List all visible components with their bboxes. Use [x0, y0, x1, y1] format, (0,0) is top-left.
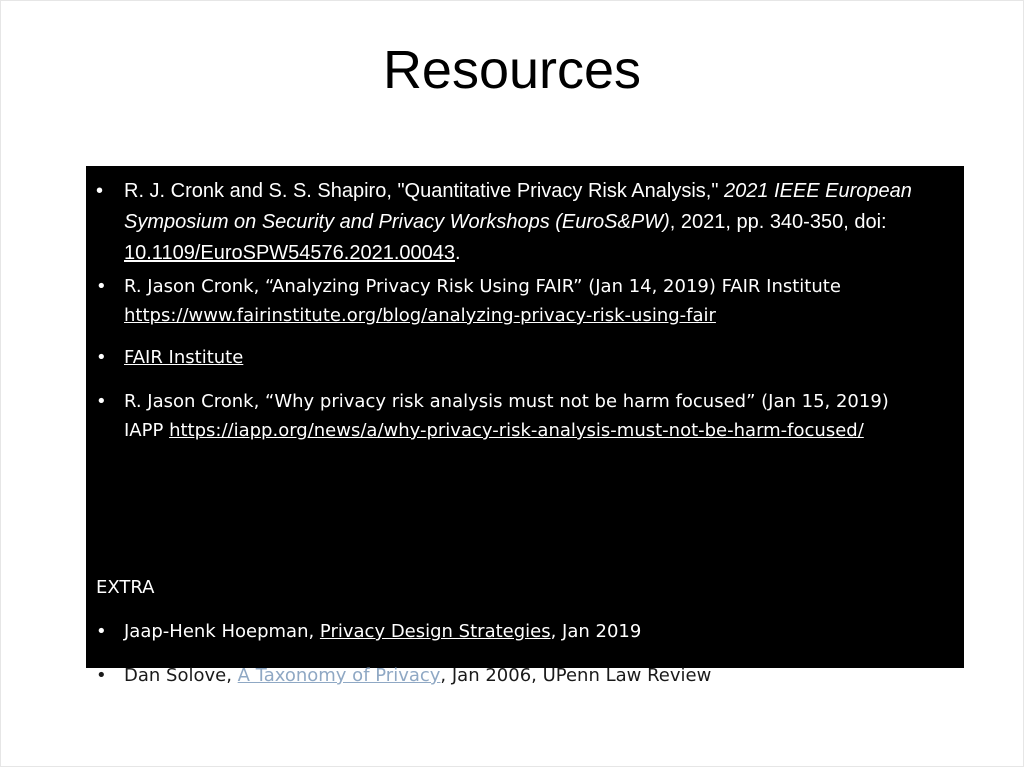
reference-text	[124, 343, 944, 372]
bullet: •	[96, 621, 107, 642]
bullet: •	[96, 276, 107, 297]
slide-title: Resources	[382, 40, 642, 100]
bullet: •	[96, 391, 107, 412]
doi-link[interactable]: 10.1109/EuroSPW54576.2021.00043	[124, 242, 456, 264]
reference-text: R. J. Cronk and S. S. Shapiro, "Quantitative Privacy Risk Analysis," 2021 IEEE European Symposium on Security and Privacy Workshops (EuroS&PW), 2021, pp. 340-350, doi: 10.1109/EuroSPW54576.2021.00043.	[124, 180, 912, 264]
ref-pages: , 2021, pp. 340-350, doi:	[669, 211, 887, 233]
reference-text: R. Jason Cronk, “Analyzing Privacy Risk Using FAIR” (Jan 14, 2019) FAIR Institute https://www.fairinstitute.org/blog/analyzing-privacy-risk-using-fair	[124, 276, 841, 326]
bullet: •	[96, 665, 107, 686]
reference-text: Dan Solove, A Taxonomy of Privacy, Jan 2006, UPenn Law Review	[124, 665, 712, 686]
bullet: •	[96, 347, 107, 368]
fair-institute-link[interactable]: FAIR Institute	[124, 347, 244, 368]
ref-venue: 2021 IEEE European Symposium on Security and Privacy Workshops (EuroS&PW)	[124, 180, 912, 233]
fair-article-link[interactable]: https://www.fairinstitute.org/blog/analyzing-privacy-risk-using-fair	[124, 305, 716, 326]
extra-heading: EXTRA	[96, 577, 155, 598]
resources-box	[86, 166, 964, 686]
ref-authors-title: R. J. Cronk and S. S. Shapiro, "Quantitative Privacy Risk Analysis,"	[124, 180, 724, 202]
reference-text: Jaap-Henk Hoepman, Privacy Design Strategies, Jan 2019	[124, 621, 642, 642]
bullet: •	[96, 180, 104, 202]
privacy-design-strategies-link[interactable]: Privacy Design Strategies	[319, 621, 551, 642]
taxonomy-of-privacy-link[interactable]: A Taxonomy of Privacy	[237, 665, 441, 686]
reference-text: R. Jason Cronk, “Why privacy risk analysis must not be harm focused” (Jan 15, 2019) IAPP https://iapp.org/news/a/why-privacy-risk-analysis-must-not-be-harm-focused/	[124, 391, 889, 441]
iapp-article-link[interactable]: https://iapp.org/news/a/why-privacy-risk-analysis-must-not-be-harm-focused/	[169, 420, 864, 441]
